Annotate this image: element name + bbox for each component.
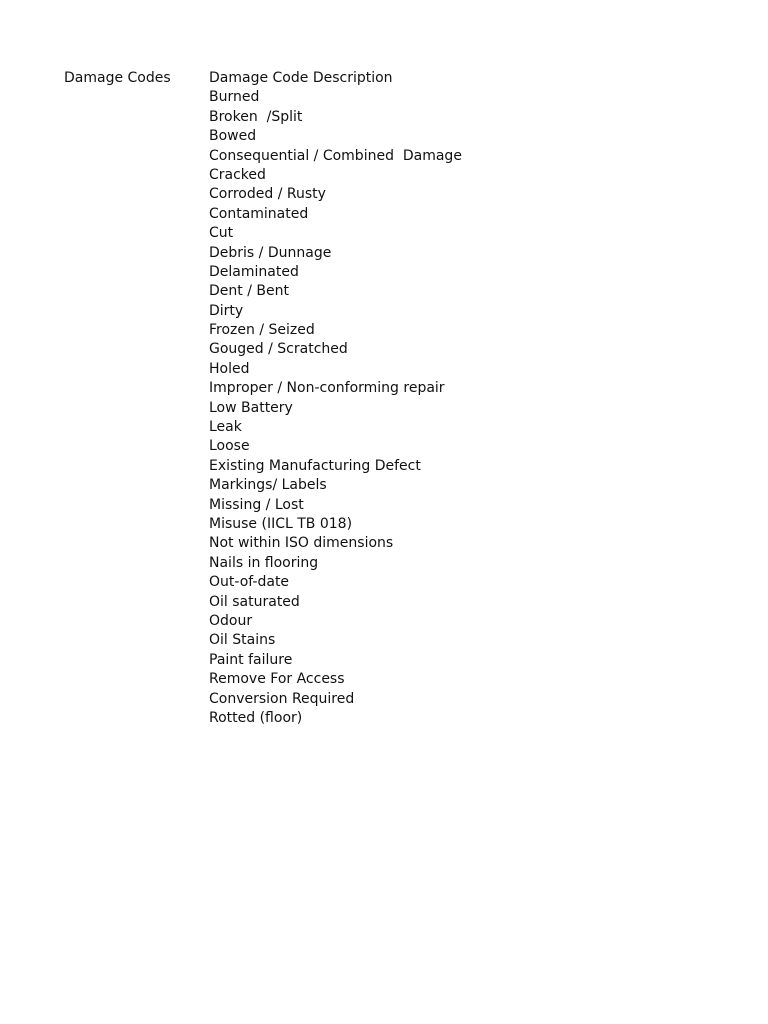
description-item: Existing Manufacturing Defect — [209, 457, 421, 474]
description-item: Burned — [209, 89, 260, 106]
damage-description-list — [209, 69, 462, 728]
description-item: Corroded / Rusty — [209, 186, 326, 203]
description-item: Cut — [209, 225, 234, 242]
description-item: Oil saturated — [209, 593, 300, 610]
damage-codes-header: Damage Codes — [64, 70, 171, 86]
description-item: Rotted (floor) — [209, 709, 303, 726]
description-item: Paint failure — [209, 651, 293, 668]
description-item: Holed — [209, 360, 250, 377]
description-item: Leak — [209, 419, 242, 436]
description-item: Dent / Bent — [209, 283, 289, 300]
description-item: Misuse (IICL TB 018) — [209, 515, 353, 532]
description-item: Out-of-date — [209, 574, 290, 591]
description-item: Low Battery — [209, 399, 293, 416]
description-item: Gouged / Scratched — [209, 341, 348, 358]
description-item: Remove For Access — [209, 671, 345, 688]
damage-description-header: Damage Code Description — [209, 70, 393, 86]
description-item: Nails in flooring — [209, 554, 319, 571]
description-item: Bowed — [209, 128, 257, 145]
description-item: Missing / Lost — [209, 496, 304, 513]
description-item: Markings/ Labels — [209, 477, 327, 494]
description-item: Frozen / Seized — [209, 322, 315, 339]
description-item: Cracked — [209, 166, 266, 183]
description-item: Improper / Non-conforming repair — [209, 380, 445, 397]
description-item: Debris / Dunnage — [209, 244, 332, 261]
description-item: Oil Stains — [209, 632, 276, 649]
description-item: Not within ISO dimensions — [209, 535, 394, 552]
description-item: Broken /Split — [209, 108, 303, 125]
description-item: Consequential / Combined Damage — [209, 147, 462, 164]
description-item: Loose — [209, 438, 250, 455]
description-item: Conversion Required — [209, 690, 355, 707]
description-item: Contaminated — [209, 205, 309, 222]
description-item: Odour — [209, 612, 253, 629]
description-item: Dirty — [209, 302, 244, 319]
description-item: Delaminated — [209, 263, 299, 280]
